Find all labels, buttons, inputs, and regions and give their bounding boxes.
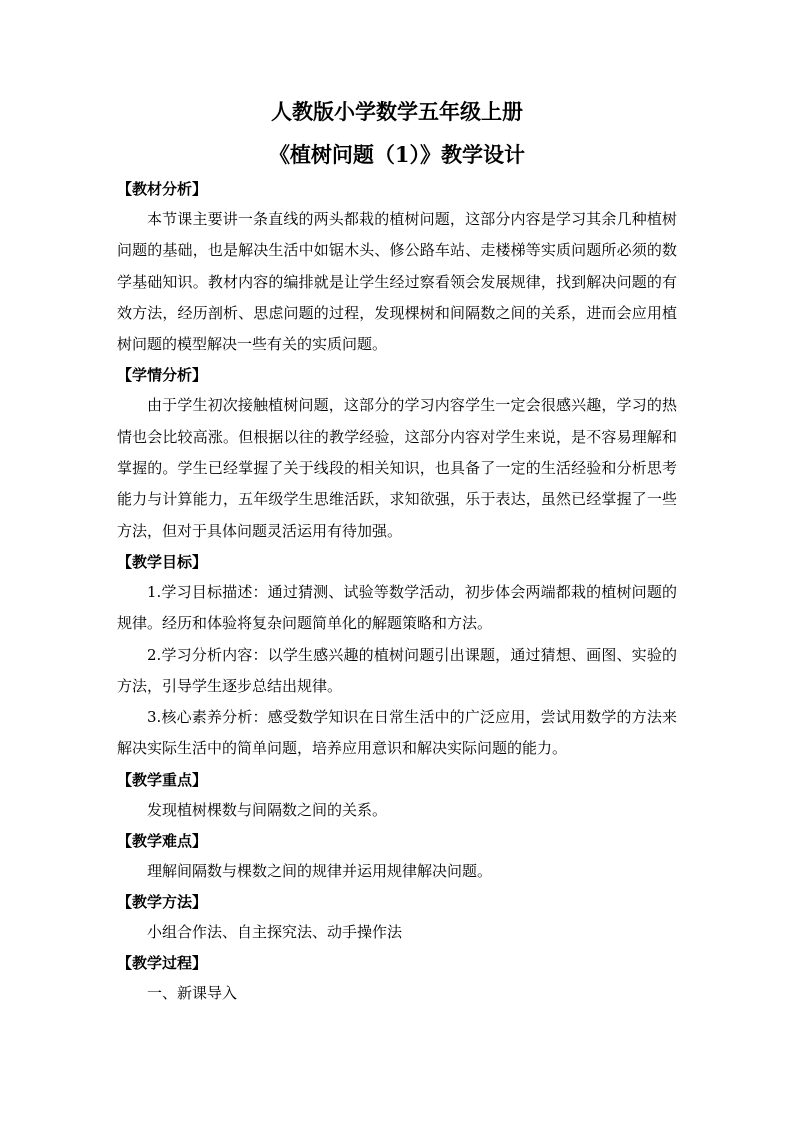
document-body xyxy=(117,174,677,1009)
section-heading-difficulties: 【教学难点】 xyxy=(117,831,208,850)
section-heading-student-analysis: 【学情分析】 xyxy=(117,366,208,385)
process-text: 一、新课导入 xyxy=(147,983,238,1002)
teaching-goal-item-2: 2.学习分析内容：以学生感兴趣的植树问题引出课题，通过猜想、画图、实验的方法，引导学生逐步总结出规律。 xyxy=(117,645,677,695)
section-heading-key-points: 【教学重点】 xyxy=(117,770,208,789)
section-heading-process: 【教学过程】 xyxy=(117,953,208,972)
section-heading-methods: 【教学方法】 xyxy=(117,892,208,911)
teaching-goal-item-3: 3.核心素养分析：感受数学知识在日常生活中的广泛应用，尝试用数学的方法来解决实际生活中的简单问题，培养应用意识和解决实际问题的能力。 xyxy=(117,708,677,758)
difficulties-text: 理解间隔数与棵数之间的规律并运用规律解决问题。 xyxy=(147,861,493,880)
methods-text: 小组合作法、自主探究法、动手操作法 xyxy=(147,922,403,941)
key-points-text: 发现植树棵数与间隔数之间的关系。 xyxy=(147,800,388,819)
student-analysis-text: 由于学生初次接触植树问题，这部分的学习内容学生一定会很感兴趣，学习的热情也会比较高涨。但根据以往的教学经验，这部分内容对学生来说，是不容易理解和掌握的。学生已经掌握了关于线段的相关知识，也具备了一定的生活经验和分析思考能力与计算能力，五年级学生思维活跃，求知欲强，乐于表达，虽然已经掌握了一些方法，但对于具体问题灵活运用有待加强。 xyxy=(117,396,677,540)
document-title: 人教版小学数学五年级上册 xyxy=(271,99,523,124)
section-heading-material-analysis: 【教材分析】 xyxy=(117,180,208,198)
section-heading-teaching-goals: 【教学目标】 xyxy=(117,552,208,571)
document-subtitle: 《植树问题（1）》教学设计 xyxy=(268,142,526,167)
material-analysis-text: 本节课主要讲一条直线的两头都栽的植树问题，这部分内容是学习其余几种植树问题的基础，也是解决生活中如锯木头、修公路车站、走楼梯等实质问题所必须的数学基础知识。教材内容的编排就是让学生经过察看领会发展规律，找到解决问题的有效方法，经历剖析、思虑问题的过程，发现棵树和间隔数之间的关系，进而会应用植树问题的模型解决一些有关的实质问题。 xyxy=(117,210,677,354)
teaching-goal-item-1: 1.学习目标描述：通过猜测、试验等数学活动，初步体会两端都栽的植树问题的规律。经历和体验将复杂问题简单化的解题策略和方法。 xyxy=(117,582,677,633)
